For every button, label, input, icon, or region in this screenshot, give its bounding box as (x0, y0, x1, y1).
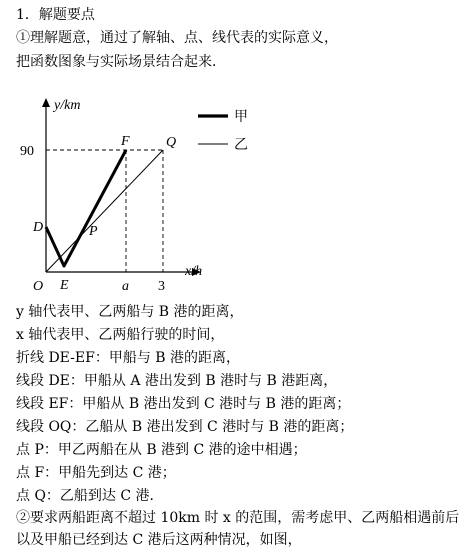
x-tick-3: 3 (158, 279, 165, 294)
y-axis-label: y/km (54, 98, 81, 113)
explanation-6: 线段 OQ：乙船从 B 港出发到 C 港时与 B 港的距离； (16, 419, 354, 435)
legend-jia-label: 甲 (234, 110, 248, 125)
point-2-paragraph: ②要求两船距离不超过 10km 时 x 的范围，需考虑甲、乙两船相遇前后以及甲船已经到达 C 港后这两种情况，如图， (16, 510, 460, 548)
y-tick-90: 90 (20, 144, 34, 159)
point-F-label: F (121, 134, 130, 149)
explanation-2: x 轴代表甲、乙两船行驶的时间， (16, 327, 225, 343)
explanation-7: 点 P：甲乙两船在从 B 港到 C 港的途中相遇； (16, 442, 307, 458)
line-DEF (46, 150, 126, 266)
x-tick-a: a (122, 279, 129, 294)
explanation-4: 线段 DE：甲船从 A 港出发到 B 港时与 B 港距离， (16, 373, 338, 389)
explanation-9: 点 Q：乙船到达 C 港． (16, 488, 164, 504)
x-axis-label: x/h (185, 264, 203, 279)
legend-yi-label: 乙 (234, 138, 248, 153)
point-D-label: D (33, 220, 44, 235)
intro-line-1: ①理解题意，通过了解轴、点、线代表的实际意义， (16, 30, 338, 46)
heading: 1．解题要点 (16, 7, 95, 23)
point-P-label: P (89, 224, 98, 239)
intro-line-2: 把函数图象与实际场景结合起来． (16, 54, 226, 70)
explanation-8: 点 F：甲船先到达 C 港； (16, 465, 176, 481)
explanation-5: 线段 EF：甲船从 B 港出发到 C 港时与 B 港的距离； (16, 396, 351, 412)
explanation-1: y 轴代表甲、乙两船与 B 港的距离， (16, 304, 244, 320)
origin-label: O (33, 279, 44, 294)
point-E-label: E (60, 278, 69, 293)
point-Q-label: Q (166, 135, 177, 150)
function-graph (0, 92, 475, 294)
line-OQ (46, 150, 163, 272)
y-axis-arrow (42, 98, 50, 107)
explanation-3: 折线 DE-EF：甲船与 B 港的距离， (16, 350, 241, 366)
